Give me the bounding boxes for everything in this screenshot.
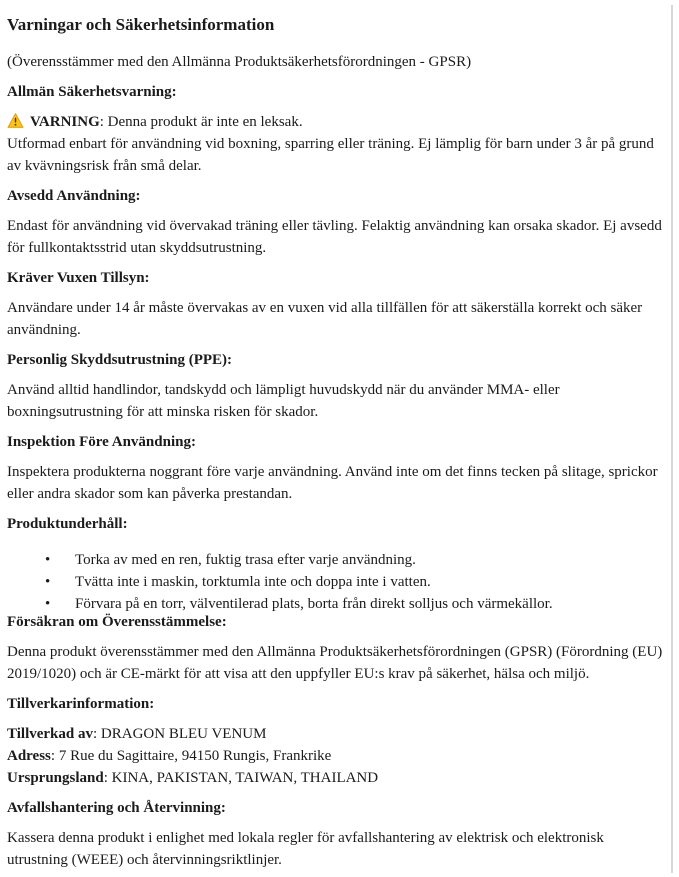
list-item	[7, 593, 663, 615]
address-line	[7, 745, 663, 767]
maintenance-item-text: Förvara på en torr, välventilerad plats, borta från direkt solljus och värmekällor.	[75, 596, 553, 612]
intended-use-heading: Avsedd Användning:	[7, 188, 141, 204]
disposal-body: Kassera denna produkt i enlighet med lokala regler för avfallshantering av elektrisk och elektronisk utrustning (WEEE) och återvinningsriktlinjer.	[7, 830, 604, 868]
conformity-heading: Försäkran om Överensstämmelse:	[7, 614, 227, 630]
section-ppe	[7, 349, 663, 423]
address-field-label: Adress	[7, 748, 51, 764]
conformity-body: Denna produkt överensstämmer med den Allmänna Produktsäkerhetsförordningen (GPSR) (Förordning (EU) 2019/1020) och är CE-märkt för att visa att den uppfyller EU:s krav på säkerhet, hälsa och miljö.	[7, 644, 663, 682]
address-field-value: : 7 Rue du Sagittaire, 94150 Rungis, Frankrike	[50, 748, 332, 764]
warning-triangle-icon	[7, 113, 24, 128]
bullet-icon: •	[45, 596, 51, 612]
manufacturer-heading: Tillverkarinformation:	[7, 696, 155, 712]
disposal-heading: Avfallshantering och Återvinning:	[7, 800, 226, 816]
inspection-body: Inspektera produkterna noggrant före varje användning. Använd inte om det finns tecken på slitage, sprickor eller andra skador som kan påverka prestandan.	[7, 464, 658, 502]
section-general-warning	[7, 81, 663, 177]
section-adult-supervision	[7, 267, 663, 341]
manufacturer-field-label: Tillverkad av	[7, 726, 93, 742]
maintenance-item-text: Tvätta inte i maskin, torktumla inte och doppa inte i vatten.	[75, 574, 431, 590]
gpsr-subtitle: (Överensstämmer med den Allmänna Produktsäkerhetsförordningen - GPSR)	[7, 54, 472, 70]
section-inspection	[7, 431, 663, 505]
section-conformity	[7, 611, 663, 685]
manufacturer-details	[7, 723, 663, 789]
bullet-icon: •	[45, 574, 51, 590]
inspection-heading: Inspektion Före Användning:	[7, 434, 196, 450]
general-warning-heading: Allmän Säkerhetsvarning:	[7, 84, 177, 100]
warning-label-rest: : Denna produkt är inte en leksak.	[99, 114, 303, 130]
page-edge-divider	[671, 5, 673, 873]
warning-label: VARNING	[30, 114, 100, 130]
ppe-body: Använd alltid handlindor, tandskydd och lämpligt huvudskydd när du använder MMA- eller boxningsutrustning för att minska risken för skador.	[7, 382, 560, 420]
maintenance-heading: Produktunderhåll:	[7, 516, 128, 532]
warning-line	[7, 114, 303, 130]
maintenance-list	[7, 549, 663, 615]
adult-supervision-body: Användare under 14 år måste övervakas av en vuxen vid alla tillfällen för att säkerställa korrekt och säker användning.	[7, 300, 643, 338]
general-warning-body: Utformad enbart för användning vid boxning, sparring eller träning. Ej lämplig för barn under 3 år på grund av kvävningsrisk från små delar.	[7, 136, 654, 174]
origin-line	[7, 767, 663, 789]
manufacturer-line	[7, 723, 663, 745]
ppe-heading: Personlig Skyddsutrustning (PPE):	[7, 352, 233, 368]
section-maintenance	[7, 513, 663, 615]
bullet-icon: •	[45, 552, 51, 568]
origin-field-value: : KINA, PAKISTAN, TAIWAN, THAILAND	[103, 770, 379, 786]
section-intended-use	[7, 185, 663, 259]
list-item	[7, 549, 663, 571]
warning-paragraph	[7, 111, 663, 177]
adult-supervision-heading: Kräver Vuxen Tillsyn:	[7, 270, 150, 286]
list-item	[7, 571, 663, 593]
manufacturer-field-value: : DRAGON BLEU VENUM	[93, 726, 267, 742]
maintenance-item-text: Torka av med en ren, fuktig trasa efter varje användning.	[75, 552, 416, 568]
page-title: Varningar och Säkerhetsinformation	[7, 15, 275, 34]
intended-use-body: Endast för användning vid övervakad träning eller tävling. Felaktig användning kan orsaka skador. Ej avsedd för fullkontaktsstrid utan skyddsutrustning.	[7, 218, 662, 256]
section-manufacturer	[7, 693, 663, 789]
origin-field-label: Ursprungsland	[7, 770, 104, 786]
section-disposal	[7, 797, 663, 871]
